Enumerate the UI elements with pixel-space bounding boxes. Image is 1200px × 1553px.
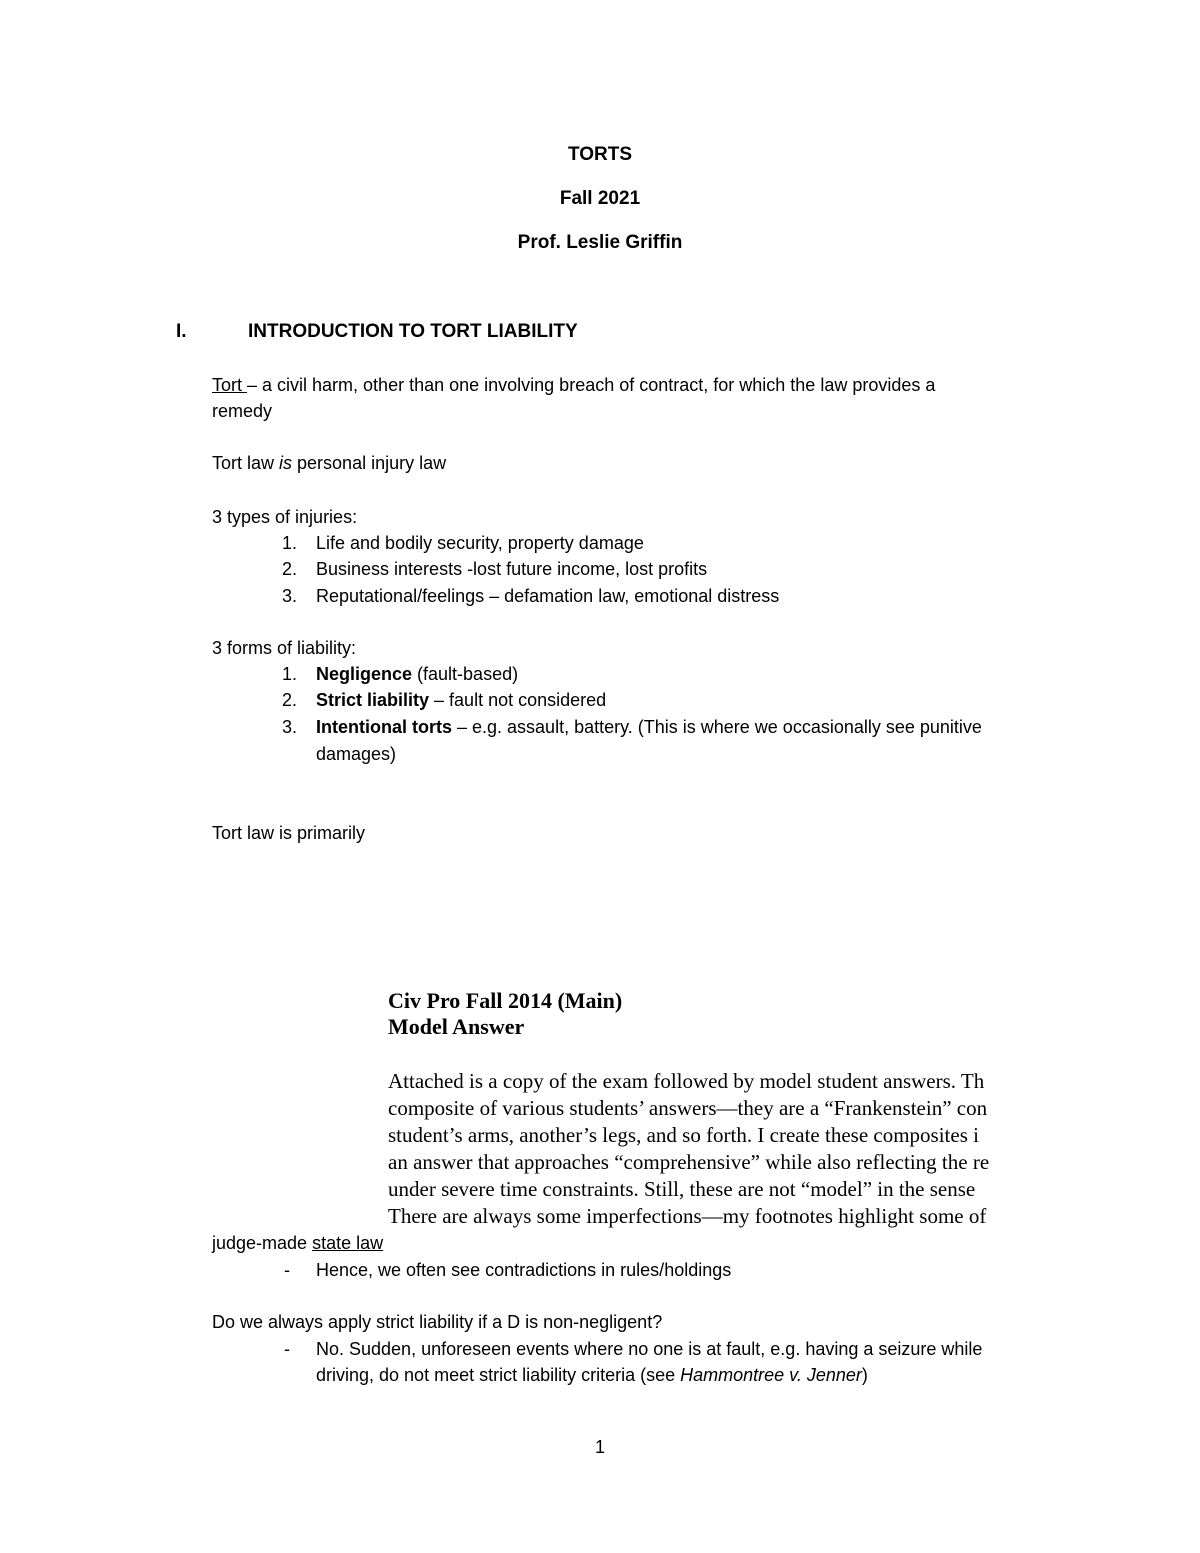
tort-definition-line2: remedy [212, 401, 273, 421]
answer-line2-pre: driving, do not meet strict liability criteria (see [316, 1365, 681, 1385]
list-number: 1. [282, 664, 298, 684]
section-numeral: I. [176, 321, 187, 342]
list-text: (fault-based) [412, 664, 519, 684]
answer-line2 [316, 1364, 868, 1386]
dash-bullet: - [284, 1339, 290, 1359]
embedded-document-excerpt [388, 986, 1060, 1230]
state-law-underlined: state law [312, 1233, 384, 1253]
document-professor: Prof. Leslie Griffin [517, 232, 683, 253]
list-text: Life and bodily security, property damage [316, 533, 644, 553]
tort-term: Tort [212, 375, 248, 395]
embedded-line: student’s arms, another’s legs, and so forth. I create these composites i [388, 1123, 979, 1147]
list-number: 2. [282, 690, 298, 710]
list-item [282, 532, 644, 554]
embedded-line: There are always some imperfections—my footnotes highlight some of [388, 1204, 987, 1228]
liability-heading: 3 forms of liability: [212, 638, 357, 658]
embedded-subtitle: Model Answer [388, 1014, 525, 1039]
state-law-line [212, 1232, 383, 1254]
list-item [282, 689, 606, 711]
list-bold-term: Negligence [316, 664, 413, 684]
personal-injury-pre: Tort law [212, 453, 280, 473]
state-law-pre: judge-made [212, 1233, 313, 1253]
embedded-line: composite of various students’ answers—they are a “Frankenstein” con [388, 1096, 988, 1120]
list-item-continuation: damages) [316, 744, 397, 764]
strict-liability-question: Do we always apply strict liability if a D is non-negligent? [212, 1312, 663, 1332]
tort-definition-line1 [212, 374, 935, 396]
list-bold-term: Intentional torts [316, 717, 452, 737]
list-item [282, 558, 707, 580]
list-text: – e.g. assault, battery. (This is where we occasionally see punitive [452, 717, 982, 737]
section-heading: INTRODUCTION TO TORT LIABILITY [248, 321, 578, 342]
dash-bullet: - [284, 1260, 290, 1280]
page-number: 1 [594, 1437, 605, 1457]
contradictions-text: Hence, we often see contradictions in rules/holdings [316, 1260, 732, 1280]
embedded-line: under severe time constraints. Still, these are not “model” in the sense [388, 1177, 976, 1201]
tort-definition-text: – a civil harm, other than one involving breach of contract, for which the law provides a [247, 375, 936, 395]
list-text: Business interests -lost future income, lost profits [316, 559, 708, 579]
personal-injury-statement [212, 452, 446, 474]
embedded-title: Civ Pro Fall 2014 (Main) [388, 988, 623, 1013]
case-citation: Hammontree v. Jenner [680, 1365, 862, 1385]
answer-line1: No. Sudden, unforeseen events where no one is at fault, e.g. having a seizure while [316, 1339, 983, 1359]
personal-injury-post: personal injury law [292, 453, 447, 473]
embedded-line: an answer that approaches “comprehensive” while also reflecting the re [388, 1150, 990, 1174]
list-item [282, 716, 982, 738]
embedded-line: Attached is a copy of the exam followed by model student answers. Th [388, 1069, 985, 1093]
list-item [282, 585, 779, 607]
list-bold-term: Strict liability [316, 690, 430, 710]
list-number: 2. [282, 559, 298, 579]
answer-line2-post: ) [861, 1365, 868, 1385]
list-item [282, 663, 518, 685]
list-text: – fault not considered [429, 690, 607, 710]
list-text: Reputational/feelings – defamation law, emotional distress [316, 586, 780, 606]
personal-injury-emphasis: is [279, 453, 293, 473]
document-title: TORTS [567, 144, 633, 165]
list-number: 3. [282, 717, 298, 737]
list-number: 3. [282, 586, 298, 606]
list-number: 1. [282, 533, 298, 553]
primarily-statement: Tort law is primarily [212, 823, 366, 843]
document-term: Fall 2021 [559, 188, 641, 209]
injuries-heading: 3 types of injuries: [212, 507, 358, 527]
